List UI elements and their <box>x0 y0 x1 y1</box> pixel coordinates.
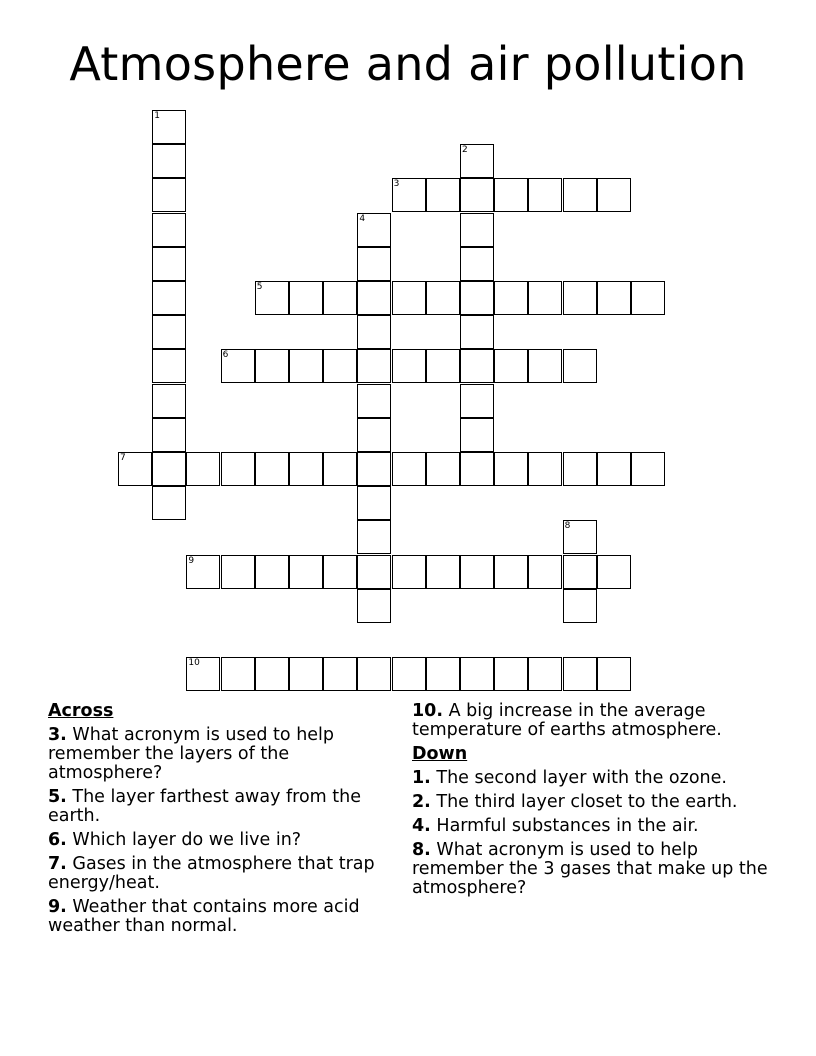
crossword-cell[interactable] <box>289 555 323 589</box>
cell-number: 8 <box>564 521 571 532</box>
crossword-cell[interactable] <box>597 555 631 589</box>
clue-text: The third layer closet to the earth. <box>436 792 738 812</box>
clues-left-column <box>48 702 393 941</box>
down-clue-1 <box>412 769 792 788</box>
crossword-cell[interactable] <box>255 452 289 486</box>
clue-number: 2. <box>412 792 431 812</box>
crossword-cell[interactable] <box>460 384 494 418</box>
crossword-cell[interactable] <box>357 657 391 691</box>
crossword-cell[interactable] <box>289 281 323 315</box>
crossword-cell[interactable] <box>494 281 528 315</box>
clue-text: What acronym is used to help remember the layers of the atmosphere? <box>48 725 335 783</box>
crossword-cell[interactable] <box>392 452 426 486</box>
crossword-cell[interactable] <box>357 452 391 486</box>
crossword-cell[interactable] <box>460 657 494 691</box>
clue-text: Harmful substances in the air. <box>436 816 699 836</box>
crossword-cell[interactable] <box>392 657 426 691</box>
crossword-cell[interactable] <box>392 349 426 383</box>
crossword-cell[interactable] <box>563 555 597 589</box>
crossword-cell[interactable] <box>152 349 186 383</box>
crossword-cell[interactable] <box>289 452 323 486</box>
crossword-cell[interactable] <box>152 418 186 452</box>
clue-number: 1. <box>412 768 431 788</box>
clue-text: Which layer do we live in? <box>72 830 302 850</box>
cell-number: 9 <box>188 555 195 566</box>
crossword-cell[interactable] <box>563 657 597 691</box>
down-heading: Down <box>412 744 468 764</box>
crossword-cell[interactable] <box>152 213 186 247</box>
crossword-cell[interactable] <box>528 349 562 383</box>
crossword-cell[interactable] <box>528 452 562 486</box>
crossword-cell[interactable] <box>152 178 186 212</box>
across-clue-7 <box>48 855 393 893</box>
crossword-cell[interactable] <box>528 178 562 212</box>
crossword-cell[interactable] <box>357 486 391 520</box>
crossword-cell[interactable] <box>494 657 528 691</box>
crossword-cell[interactable] <box>152 384 186 418</box>
crossword-cell[interactable] <box>289 349 323 383</box>
clue-text: The layer farthest away from the earth. <box>48 787 362 826</box>
crossword-cell[interactable] <box>221 452 255 486</box>
crossword-cell[interactable] <box>563 589 597 623</box>
crossword-cell[interactable] <box>152 144 186 178</box>
down-clue-8 <box>412 841 792 898</box>
crossword-cell[interactable] <box>528 657 562 691</box>
crossword-cell[interactable] <box>528 281 562 315</box>
clue-number: 6. <box>48 830 67 850</box>
clue-number: 10. <box>412 701 444 721</box>
crossword-cell[interactable] <box>152 486 186 520</box>
crossword-cell[interactable] <box>221 555 255 589</box>
crossword-cell[interactable] <box>426 349 460 383</box>
cell-number: 7 <box>120 453 126 463</box>
crossword-cell[interactable] <box>597 178 631 212</box>
crossword-cell[interactable] <box>357 589 391 623</box>
cell-number: 5 <box>256 282 263 292</box>
crossword-cell[interactable] <box>426 555 460 589</box>
crossword-cell[interactable] <box>494 349 528 383</box>
crossword-cell[interactable] <box>597 281 631 315</box>
crossword-cell[interactable] <box>323 281 357 315</box>
crossword-cell[interactable] <box>494 452 528 486</box>
across-clue-6 <box>48 831 393 850</box>
crossword-cell[interactable] <box>460 213 494 247</box>
crossword-cell[interactable] <box>563 452 597 486</box>
crossword-cell[interactable] <box>597 657 631 691</box>
crossword-cell[interactable] <box>597 452 631 486</box>
crossword-cell[interactable] <box>563 281 597 315</box>
crossword-cell[interactable] <box>494 178 528 212</box>
crossword-cell[interactable] <box>357 349 391 383</box>
crossword-cell[interactable] <box>426 452 460 486</box>
clue-number: 9. <box>48 897 67 917</box>
crossword-cell[interactable] <box>323 452 357 486</box>
clue-text: What acronym is used to help remember the 3 gases that make up the atmosphere? <box>412 840 768 898</box>
crossword-cell[interactable] <box>357 247 391 281</box>
cell-number: 1 <box>154 111 160 121</box>
clue-number: 4. <box>412 816 431 836</box>
across-clue-5 <box>48 788 393 826</box>
crossword-cell[interactable] <box>357 315 391 349</box>
crossword-cell[interactable] <box>255 349 289 383</box>
crossword-cell[interactable] <box>426 657 460 691</box>
crossword-cell[interactable] <box>460 349 494 383</box>
crossword-cell[interactable] <box>323 657 357 691</box>
crossword-cell[interactable] <box>631 452 665 486</box>
crossword-cell[interactable] <box>357 418 391 452</box>
crossword-cell[interactable] <box>255 657 289 691</box>
cell-number: 2 <box>462 145 468 156</box>
cell-number: 3 <box>393 179 400 190</box>
crossword-cell[interactable] <box>186 452 220 486</box>
clue-text: A big increase in the average temperature of earths atmosphere. <box>412 701 722 740</box>
crossword-cell[interactable] <box>631 281 665 315</box>
crossword-cell[interactable] <box>357 555 391 589</box>
crossword-cell[interactable] <box>152 247 186 281</box>
crossword-cell[interactable] <box>357 520 391 554</box>
crossword-cell[interactable] <box>289 657 323 691</box>
cell-number: 10 <box>188 658 200 669</box>
crossword-cell[interactable] <box>563 349 597 383</box>
crossword-cell[interactable] <box>460 452 494 486</box>
clue-text: Gases in the atmosphere that trap energy/heat. <box>48 854 375 893</box>
crossword-cell[interactable] <box>460 315 494 349</box>
crossword-cell[interactable] <box>255 555 289 589</box>
crossword-cell[interactable] <box>494 555 528 589</box>
across-clue-9 <box>48 898 393 936</box>
crossword-cell[interactable] <box>323 349 357 383</box>
clue-text: The second layer with the ozone. <box>436 768 727 788</box>
crossword-cell[interactable] <box>460 247 494 281</box>
crossword-cell[interactable] <box>528 555 562 589</box>
clue-number: 7. <box>48 854 67 874</box>
clues-right-column <box>412 702 792 903</box>
page-title: Atmosphere and air pollution <box>69 37 747 91</box>
crossword-cell[interactable] <box>460 555 494 589</box>
crossword-cell[interactable] <box>460 418 494 452</box>
crossword-cell[interactable] <box>563 178 597 212</box>
crossword-cell[interactable] <box>392 555 426 589</box>
across-heading: Across <box>48 701 114 721</box>
across-clue-3 <box>48 726 393 783</box>
crossword-cell[interactable] <box>357 384 391 418</box>
down-clue-2 <box>412 793 792 812</box>
crossword-cell[interactable] <box>152 315 186 349</box>
clue-number: 3. <box>48 725 67 745</box>
clue-number: 8. <box>412 840 431 860</box>
crossword-cell[interactable] <box>357 281 391 315</box>
clue-text: Weather that contains more acid weather than normal. <box>48 897 360 936</box>
crossword-cell[interactable] <box>426 178 460 212</box>
cell-number: 6 <box>222 350 229 361</box>
crossword-cell[interactable] <box>392 281 426 315</box>
crossword-cell[interactable] <box>323 555 357 589</box>
crossword-cell[interactable] <box>152 281 186 315</box>
clue-number: 5. <box>48 787 67 807</box>
crossword-cell[interactable] <box>221 657 255 691</box>
cell-number: 4 <box>359 213 366 224</box>
crossword-cell[interactable] <box>152 452 186 486</box>
down-clue-4 <box>412 817 792 836</box>
across-clue-10 <box>412 702 792 740</box>
crossword-cell[interactable] <box>426 281 460 315</box>
crossword-cell[interactable] <box>460 281 494 315</box>
crossword-cell[interactable] <box>460 178 494 212</box>
